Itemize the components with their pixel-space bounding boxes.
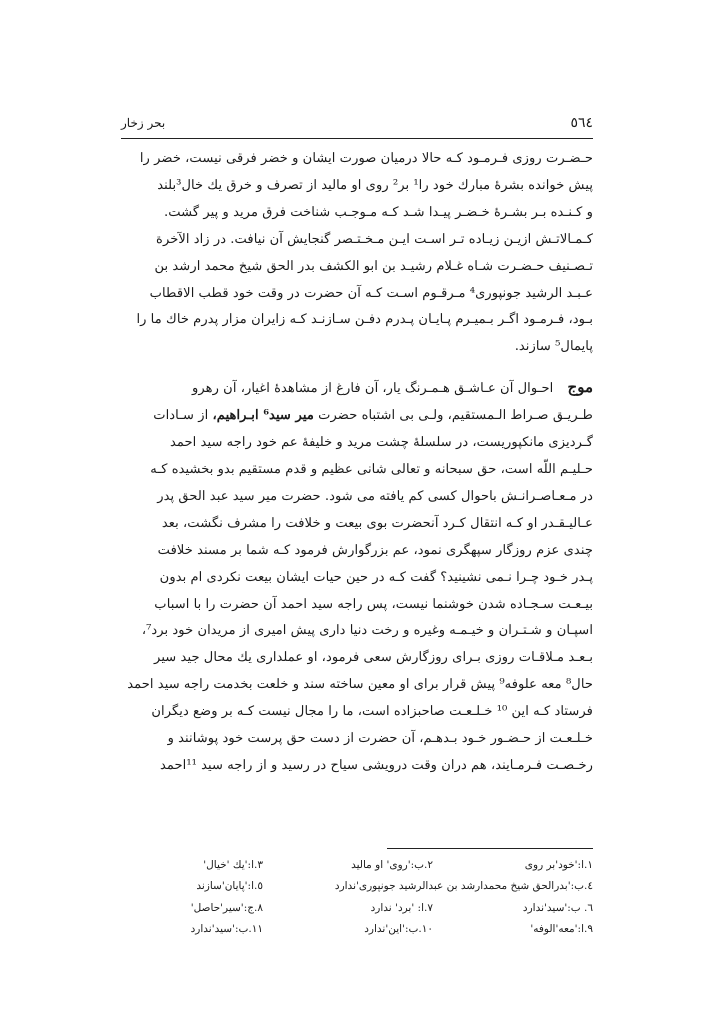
text-line: پایمال⁵ سازند. xyxy=(514,339,593,355)
footnote-row xyxy=(121,919,593,941)
footnote: ٧.ا: 'برد' ندارد xyxy=(370,901,433,914)
footnote-row xyxy=(121,854,593,876)
footnote: ٨.ج:'سیر'حاصل' xyxy=(190,901,263,914)
text-line: در مـعـاصـرانـش باحوال کسی کم یافته می شود. حضرت میر سید عبد الحق پدر xyxy=(157,488,593,504)
footnote: ٥.ا:'پایان'سازند xyxy=(196,880,263,893)
text-line: رخـصـت فـرمـایند، هم دران وقت درویشی سیاح در رسید و از راجه سید ¹¹احمد xyxy=(159,757,593,773)
text-line: بیـعـت سـجـاده شدن خوشنما نیست، پس راجه سید احمد آن حضرت را با اسباب xyxy=(154,596,593,612)
footnote: ١٠.ب:'این'ندارد xyxy=(364,923,433,936)
footnote: ٤.ب:'بدرالحق شیخ محمدارشد بن عبدالرشید جونپوری'ندارد xyxy=(334,880,593,893)
text-line: بـعـد مـلاقـات روزی بـرای روزگارش سعی فرمود، او عملداری یك محال جید سیر xyxy=(154,650,593,666)
footnote: ٢.ب:'روی' او مالید xyxy=(351,858,433,871)
text-run: احـوال آن عـاشـق هـمـرنگ یار، آن فارغ از مشاهدهٔ اغیار، آن رهرو xyxy=(192,381,554,397)
text-line: تـصـنیف حـضـرت شـاه غـلام رشیـد بن ابو الکشف بدر الحق شیخ محمد ارشد بن xyxy=(154,258,593,274)
page-number: ٥٦٤ xyxy=(570,115,593,131)
main-text xyxy=(121,146,593,780)
text-line: پیش خوانده بشرهٔ مبارك خود را¹ بر² روی او مالید از تصرف و خرق یك خال³بلند xyxy=(157,177,593,193)
footnote-row xyxy=(121,876,593,898)
section-heading: موج xyxy=(567,378,593,397)
text-line: خـلـعـت از حـضـور خـود بـدهـم، آن حضرت از دست حق پرست خود پوشانند و xyxy=(167,731,593,747)
paragraph-1 xyxy=(121,146,593,361)
footnote: ٦. ب:'سید'ندارد xyxy=(522,901,593,914)
text-line: گـردیزی مانکپوریست، در سلسلهٔ چشت مرید و خلیفهٔ عم خود راجه سید احمد xyxy=(169,435,593,451)
footnote: ١١.ب:'سید'ندارد xyxy=(190,923,263,936)
header-divider xyxy=(121,138,593,139)
running-title: بحر زخار xyxy=(121,116,166,130)
text-line: فرستاد کـه این ¹⁰ خـلـعـت صاحبزاده است، ما را مجال نیست کـه بر وضع دیگران xyxy=(151,704,593,720)
text-line: حال⁸ معه علوفه⁹ پیش قرار برای او معین ساخته سند و خلعت بخدمت راجه سید احمد xyxy=(127,677,593,693)
text-line xyxy=(121,374,593,403)
text-line: اسپـان و شـتـران و خیـمـه وغیره و رخت دنیا داری پیش امیری از مریدان خود برد⁷، xyxy=(141,623,593,639)
footnote-row xyxy=(121,897,593,919)
text-line: حـضـرت روزی فـرمـود کـه حالا درمیان صورت ایشان و خضر فرقی نیست، خضر را xyxy=(139,151,593,166)
footnotes xyxy=(121,854,593,940)
text-line: بـود، فـرمـود اگـر بـمیـرم پـایـان پـدرم دفـن سـازنـد کـه زایران مزار پدرم خاك ما را xyxy=(136,312,593,328)
text-run: از سـادات xyxy=(153,408,209,424)
running-header xyxy=(121,112,593,134)
text-line xyxy=(121,403,593,430)
text-line: عـبـد الرشید جونپوری⁴ مـرقـوم اسـت کـه آن حضرت در وقت خود قطب الاقطاب xyxy=(149,285,593,301)
text-run: طـریـق صـراط الـمستقیم، ولـی بی اشتباه حضرت xyxy=(318,408,593,424)
text-line: کـمـالاتـش ازیـن زیـاده تـر اسـت ایـن مـخـتـصر گنجایش آن نیافت. در زاد الآخرة xyxy=(156,231,593,247)
footnote-divider xyxy=(387,848,593,849)
person-name: میر سید⁶ ابـراهیم، xyxy=(212,408,314,424)
footnote: ٣.ا:'یك 'خیال' xyxy=(203,858,263,871)
text-line: حـلیـم اللّه است، حق سبحانه و تعالی شانی عظیم و قدم مستقیم بدو بخشیده کـه xyxy=(150,461,593,477)
footnote: ١.ا:'خود'بر روی xyxy=(524,858,593,871)
paragraph-2 xyxy=(121,374,593,780)
text-line: پـدر خـود چـرا نـمی نشینید؟ گفت کـه در حین حیات ایشان بیعت نکردی ام بدون xyxy=(159,569,593,585)
footnote: ٩.ا:'معه'الوفه' xyxy=(530,923,593,936)
text-line: و کـنـده بـر بشـرهٔ خـضـر پیـدا شـد کـه مـوجـب شناخت فرق مرید و پیر گشت. xyxy=(164,204,593,220)
text-line: چندی عزم روزگار سپهگری نمود، عم بزرگوارش فرمود کـه شما بر مسند خلافت xyxy=(157,542,593,558)
text-line: عـالیـقـدر او کـه انتقال کـرد آنحضرت بوی بیعت و خلافت را مشرف نگشت، بعد xyxy=(161,515,593,531)
